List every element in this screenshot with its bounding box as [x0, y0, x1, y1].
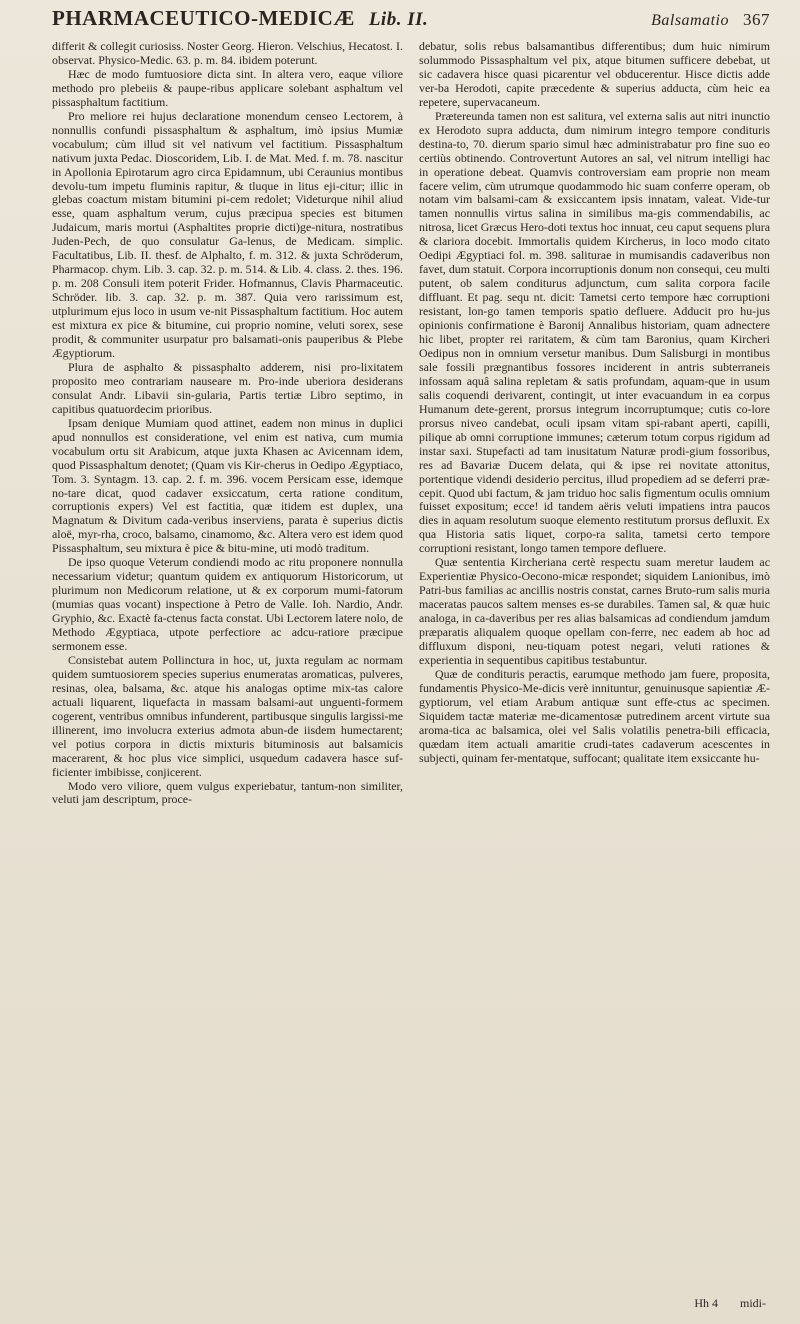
- paragraph: Modo vero viliore, quem vulgus experiebatur, tantum-non similiter, veluti jam descriptum, proce-: [52, 778, 403, 807]
- left-column: [52, 40, 403, 1300]
- running-header: [52, 6, 770, 40]
- page-footer: [694, 1296, 766, 1311]
- paragraph: De ipso quoque Veterum condiendi modo ac ritu proponere nonnulla necessarium videtur; quantum quidem ex antiquorum Historicorum, ut plurimum non Medicorum relatione, ut & ex corporum mumi-fatorum (mumias quas vocant) inspectione à Petro de Valle. Ioh. Nardio, Andr. Gryphio, &c. Exactè fa-ctenus facta constat. Ubi Lectorem latere nolo, de Methodo Ægyptiaca, utpote perfectiore ac adcu-ratiore præcipue sermonem esse.: [52, 555, 403, 653]
- header-book: Lib. II.: [368, 9, 429, 30]
- paragraph: Ipsam denique Mumiam quod attinet, eadem non minus in duplici apud nonnullos est consideratione, vel enim est nativa, cum mumia vocabulum ortu sit Arabicum, atque juxta Khasen ac Avicennam idem, quod Pissasphaltum denotet; (Quam vis Kir-cherus in Oedipo Ægyptiaco, Tom. 3. Syntagm. 13. cap. 2. f. m. 396. vocem Persicam esse, idemque no-tare dicat, quod cadaver exsiccatum, certa ratione conditum, corruptionis expers) Vel est factitia, quæ itidem est duplex, una Magnatum & Divitum cada-veribus inserviens, parata è superius dictis aloë, myr-rha, croco, balsamo, cinamomo, &c. Altera vero est idem quod Pissasphaltum, seu mixtura è pice & bitu-mine, uti modò traditum.: [52, 415, 403, 556]
- header-running-title: Balsamatio: [651, 12, 729, 29]
- paragraph: debatur, solis rebus balsamantibus differentibus; dum huic nimirum solummodo Pissasphaltum vel pix, atque bitumen sufficere debebat, ut sic cadavera hisce quasi picarentur vel obducerentur. Hisce dictis adde ver-ba Herodoti, capite præcedente & superius adducta, cùm heic ea repetere, supervacaneum.: [419, 40, 770, 109]
- header-title: PHARMACEUTICO-MEDICÆ: [52, 6, 355, 30]
- paragraph: Plura de asphalto & pissasphalto adderem, nisi pro-lixitatem proposito meo contrariam nauseare m. Pro-inde uberiora desiderans consulat Andr. Libavii sin-gularia, Partis tertiæ Libro septimo, in capitibus quatuordecim prioribus.: [52, 359, 403, 416]
- page-number: 367: [743, 10, 770, 29]
- paragraph: Pro meliore rei hujus declaratione monendum censeo Lectorem, à nonnullis confundi pissasphaltum & asphaltum, imò ipsius Mumiæ vocabulum; cùm illud sit vel nativum vel factitium. Pissasphaltum nativum juxta Pedac. Dioscoridem, Lib. I. de Mat. Med. f. m. 78. nascitur in Apollonia Epirotarum agro circa Epidamnum, ubi Ceraunius montibus devolu-tum impetu fluminis rapitur, & tluque in litus eji-citur; illic in glebas coactum mistam bitumini pi-cem redolet; Videturque nihil aliud esse, quam asphaltum verum, cujus præcipua species est bitumen Judaicum, maris mortui (Asphaltites proprie dicti)ge-nitura, nostratibus Juden-Pech, de quo consulatur Ga-lenus, de Medicam. simplic. Facultatibus, Lib. II. thesf. de Alphalto, f. m. 312. & juxta Schröderum, Pharmacop. chym. Lib. 3. cap. 32. p. m. 514. & Lib. 4. class. 2. thes. 196. p. m. 208 Consuli item poterit Frider. Hofmannus, Clavis Pharmaceutic. Schröder. lib. 3. cap. 32. p. m. 387. Quia vero rarissimum est, utplurimum ejus loco in usum ve-nit Pissasphaltum factitium. Hoc autem est mixtura ex pice & bitumine, cui proprio nomine, veluti sorex, sese prodit, & communiter usurpatur pro balsamati-onis pauperibus & Plebe Ægyptiorum.: [52, 108, 403, 360]
- signature-mark: Hh 4: [694, 1296, 718, 1310]
- paragraph: Consistebat autem Pollinctura in hoc, ut, juxta regulam ac normam quidem sumtuosiorem species superius enumeratas aromaticas, pulveres, resinas, olea, balsama, &c. atque his analogas optime mix-tas calore actuali liquarent, liquefacta in massam balsami-aut unguenti-formem cogerent, ventribus omnibus infunderent, partibusque singulis largissi-me illinerent, imo involucra exterius admota abun-de iisdem humectarent; vel potius corpora in dictis mixturis bituminosis aut balsamicis macerarent, & hoc plus vice simplici, usquedum cadavera hasce suf-ficienter imbibisse, conjicerent.: [52, 652, 403, 779]
- paragraph: Prætereunda tamen non est salitura, vel externa salis aut nitri inunctio ex Herodoto supra adducta, dum nimirum integro tempore condituris destina-to, 70. dierum spario simul hæc administrabatur pro fine suo eo certiùs obtinendo. Controvertunt Autores an sal, vel nitrum intelligi hac in operatione debeat. Quamvis controversiam eam proprie non meam facere velim, cùm utrumque quodammodo hic suam conferre operam, ob notam vim balsami-cam & exsiccantem ipsis innatam, valeat. Vide-tur tamen nonnullis virtus salina in similibus ma-gis commendabilis, ac nitrosa, licet Græcus Hero-doti textus hoc innuat, ceu caput sequens plura & clariora docebit. Immortalis quidem Kircherus, in loco modo citato Oedipi Ægyptiaci fol. m. 398. saliturae in mumisandis cadaveribus non favet, dum statuit. Corpora incorruptionis donum non consequi, ceu multi putent, ob salem conditurus adjunctum, cum salita corpora facile diffluant. Et pag. sequ nt. dicit: Tametsi certo tempore hæc corruptioni resistant, lon-go tamen temporis spatio defluere. Adducit pro hu-jus opinionis confirmatione è Baronij Annalibus historiam, quam adnectere hic libet, propter rei raritatem, & cùm tam Baronius, quam Kircheri Oedipus non in omnium versetur manibus. Dum Salisburgi in montibus sale fossili prægnantibus fossores inciderent in antris subterraneis infossam aquâ salina repletam & satis profundam, aquam-que in usum salis coquendi derivarent, contingit, ut inter evacuandum in ea corpus Humanum dete-gerent, prorsus integrum incorruptumque; cutis co-lore prorsus niveo candebat, oculi ipsam vitam spi-rabant aperti, capilli, pilique ab omni corruptione immunes; cæterum totum corpus rigidum ad instar saxi. Stupefacti ad tam inusitatum Naturæ prodi-gium fossoribus, res ad Bavariæ Ducem delata, qui & ipse rei novitate attonitus, portentique videndi desiderio percitus, illud propediem ad se deferri præ-cepit. Quod ubi factum, & jam triduo hoc salis figmentum oculis omnium fuisset expositum; ecce! id tandem aëris veluti impatiens intra paucos dies in aquam resolutum suoque elemento restitutum prorsus defluxit. Ex qua Historia satis liquet, corpo-ra salita, tametsi certo tempore corruptioni resistant, longo tamen tempore defluere.: [419, 108, 770, 556]
- right-column: [419, 40, 770, 1300]
- catchword: midi-: [740, 1296, 766, 1310]
- paragraph: Quæ de condituris peractis, earumque methodo jam fuere, proposita, fundamentis Physico-Me-dicis verè innituntur, genuinusque sapientiæ Æ-gyptiorum, vel etiam Arabum antiquæ sunt effe-ctus ac specimen. Siquidem tactæ materiæ me-dicamentosæ putredinem arcent virtute sua aroma-tica ac balsamica, olei vel Salis volatilis penetra-bili efficacia, quædam item actuali amaritie crudi-tates cadaverum acescentes in subjecti, quinam fer-mentatque, suffocant; qualitate item exsiccante hu-: [419, 666, 770, 765]
- paragraph: Hæc de modo fumtuosiore dicta sint. In altera vero, eaque viliore methodo pro plebeiis & paupe-ribus applicare solebant asphaltum vel pissasphaltum factitium.: [52, 66, 403, 109]
- text-columns: [52, 40, 770, 1300]
- paragraph: Quæ sententia Kircheriana certè respectu suam meretur laudem ac Experientiæ Physico-Oecono-micæ respondet; siquidem Lanionibus, imò Patri-bus familias ac ancillis nostris constat, carnes Bruto-rum salis muria maceratas paucos saltem menses es-se durabiles. Tamen sal, & quæ huic analoga, in ca-daveribus per res alias balsamicas ad condiendum jamdum præparatis aliqualem quoque opellam con-ferre, nec eadem ab hoc ad diffluxum disponi, neu-tiquam potest negari, veluti rationes & experientia in sequentibus capitibus testabuntur.: [419, 555, 770, 667]
- paragraph: differit & collegit curiosiss. Noster Georg. Hieron. Velschius, Hecatost. I. observat. Physico-Medic. 63. p. m. 84. ibidem poterunt.: [52, 40, 403, 67]
